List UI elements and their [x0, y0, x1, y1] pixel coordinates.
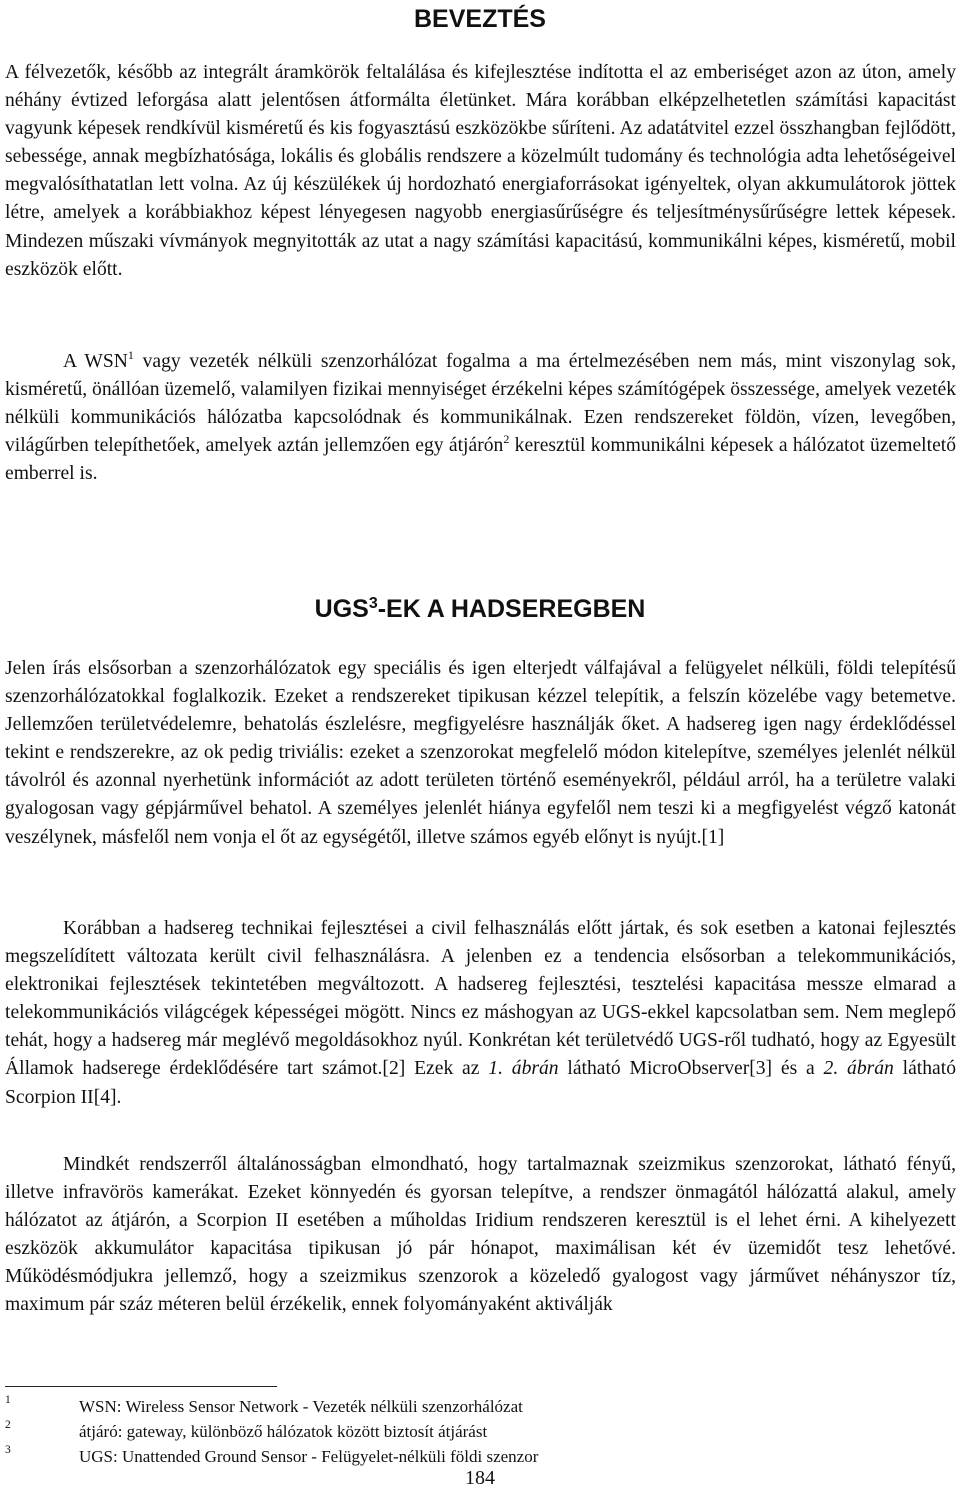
footnote-number: 2	[5, 1419, 11, 1431]
paragraph-text: Korábban a hadsereg technikai fejlesztései a civil felhasználás előtt jártak, és sok esetben a katonai fejlesztés megszelídített változata került civil felhasználásra. A jelenben ez a tendencia elsősorban a telekommunikációs, elektronikai fejlesztések tekintetében megváltozott. A hadsereg fejlesztési, tesztelési kapacitása messze elmarad a telekommunikációs világcégek képességei mögött. Nincs ez máshogyan az UGS-ekkel kapcsolatban sem. Nem meglepő tehát, hogy a hadsereg már meglévő megoldásokhoz nyúl. Konkrétan két területvédő UGS-ről tudható, hogy az Egyesült Államok hadserege érdeklődésére tart számot.[2] Ezek az	[5, 918, 956, 1080]
figure-reference-1: 1. ábrán	[488, 1058, 559, 1080]
footnote-separator	[5, 1386, 277, 1387]
footnote-text: átjáró: gateway, különböző hálózatok között biztosít átjárást	[79, 1422, 488, 1441]
paragraph-text: látható Scorpion II[4].	[5, 1058, 956, 1108]
section-heading-introduction: BEVEZTÉS	[414, 5, 546, 33]
paragraph-text: látható MicroObserver[3] és a	[558, 1058, 824, 1080]
footnote-ref-2: 2	[503, 432, 510, 447]
footnote-number: 3	[5, 1444, 11, 1456]
paragraph-intro: A félvezetők, később az integrált áramkörök feltalálása és kifejlesztése indította el az emberiséget azon az úton, amely néhány évtized leforgása alatt jelentősen átformálta életünket. Mára korábban elképzelhetetlen számítási kapacitást vagyunk képesek rendkívül kisméretű és kis fogyasztású eszközökbe sűríteni. Az adatátvitel ezzel összhangban fejlődött, sebessége, annak megbízhatósága, lokális és globális rendszere a közelmúlt tudomány és technológia adta lehetőségeivel megvalósíthatatlan lett volna. Az új készülékek új hordozható energiaforrásokat igényeltek, olyan akkumulátorok jöttek létre, amelyek a korábbiakhoz képest lényegesen nagyobb energiasűrűségre és teljesítménysűrűségre lettek képesek. Mindezen műszaki vívmányok megnyitották az utat a nagy számítási kapacitású, kommunikálni képes, kisméretű, mobil eszközök előtt.	[5, 62, 956, 280]
footnote-ref-1: 1	[127, 348, 134, 362]
footnote-1	[5, 1396, 945, 1420]
section-heading-ugs	[0, 594, 960, 624]
paragraph-systems-description: Mindkét rendszerről általánosságban elmondható, hogy tartalmaznak szeizmikus szenzorokat, látható fényű, illetve infravörös kamerákat. Ezeket könnyedén és gyorsan telepítve, a rendszer önmagától hálózattá alakul, amely hálózatot az átjárón, a Scorpion II esetében a műholdas Iridium rendszeren keresztül is el lehet érni. A kihelyezett eszközök akkumulátor kapacitása tipikusan jó pár hónapot, maximálisan két év üzemidőt tesz lehetővé. Működésmódjukra jellemző, hogy a szeizmikus szenzorok a közeledő gyalogost vagy járművet néhányszor tíz, maximum pár száz méteren belül érzékelik, ennek folyományaként aktiválják	[5, 1154, 956, 1316]
footnote-number: 1	[5, 1394, 11, 1406]
figure-reference-2: 2. ábrán	[823, 1058, 894, 1080]
heading-text: -EK A HADSEREGBEN	[377, 595, 646, 623]
heading-text: UGS	[314, 595, 369, 623]
paragraph-text: keresztül kommunikálni képesek a hálózatot üzemeltető emberrel is.	[5, 435, 956, 485]
paragraph-text: vagy vezeték nélküli szenzorhálózat fogalma a ma értelmezésében nem más, mint viszonylag sok, kisméretű, önállóan üzemelő, valamilyen fizikai mennyiséget érzékelni képes számítógépek összessége, amelyek vezeték nélküli kommunikációs hálózatba kapcsolódnak és kommunikálnak. Ezen rendszereket földön, vízen, levegőben, világűrben telepíthetőek, amelyek aztán jellemzően egy átjárón	[5, 351, 957, 457]
paragraph-ugs-overview: Jelen írás elsősorban a szenzorhálózatok egy speciális és igen elterjedt válfajával a felügyelet nélküli, földi telepítésű szenzorhálózatokkal foglalkozik. Ezeket a rendszereket tipikusan kézzel telepítik, a felszín közelébe vagy betemetve. Jellemzően területvédelemre, behatolás észlelésre, megfigyelésre használják őket. A hadsereg igen nagy érdeklődéssel tekint e rendszerekre, az ok pedig triviális: ezeket a szenzorokat megfelelő módon kitelepítve, személyes jelenlét nélkül távolról és azonnal nyerhetünk információt az adott területen történő eseményekről, például arról, ha a területre valaki gyalogosan vagy gépjárművel behatol. A személyes jelenlét hiánya egyfelől nem teszi ki a megfigyelést végző katonát veszélynek, másfelől nem vonja el őt az egységétől, illetve számos egyéb előnyt is nyújt.[1]	[5, 658, 956, 848]
paragraph-military-development	[5, 915, 956, 1112]
footnote-ref-3: 3	[368, 595, 378, 612]
footnote-2	[5, 1421, 945, 1445]
paragraph-wsn-definition	[5, 348, 956, 488]
footnote-text: UGS: Unattended Ground Sensor - Felügyelet-nélküli földi szenzor	[79, 1447, 539, 1466]
page-number: 184	[465, 1467, 495, 1489]
footnote-text: WSN: Wireless Sensor Network - Vezeték nélküli szenzorhálózat	[79, 1397, 523, 1416]
paragraph-text: A WSN	[63, 351, 128, 372]
